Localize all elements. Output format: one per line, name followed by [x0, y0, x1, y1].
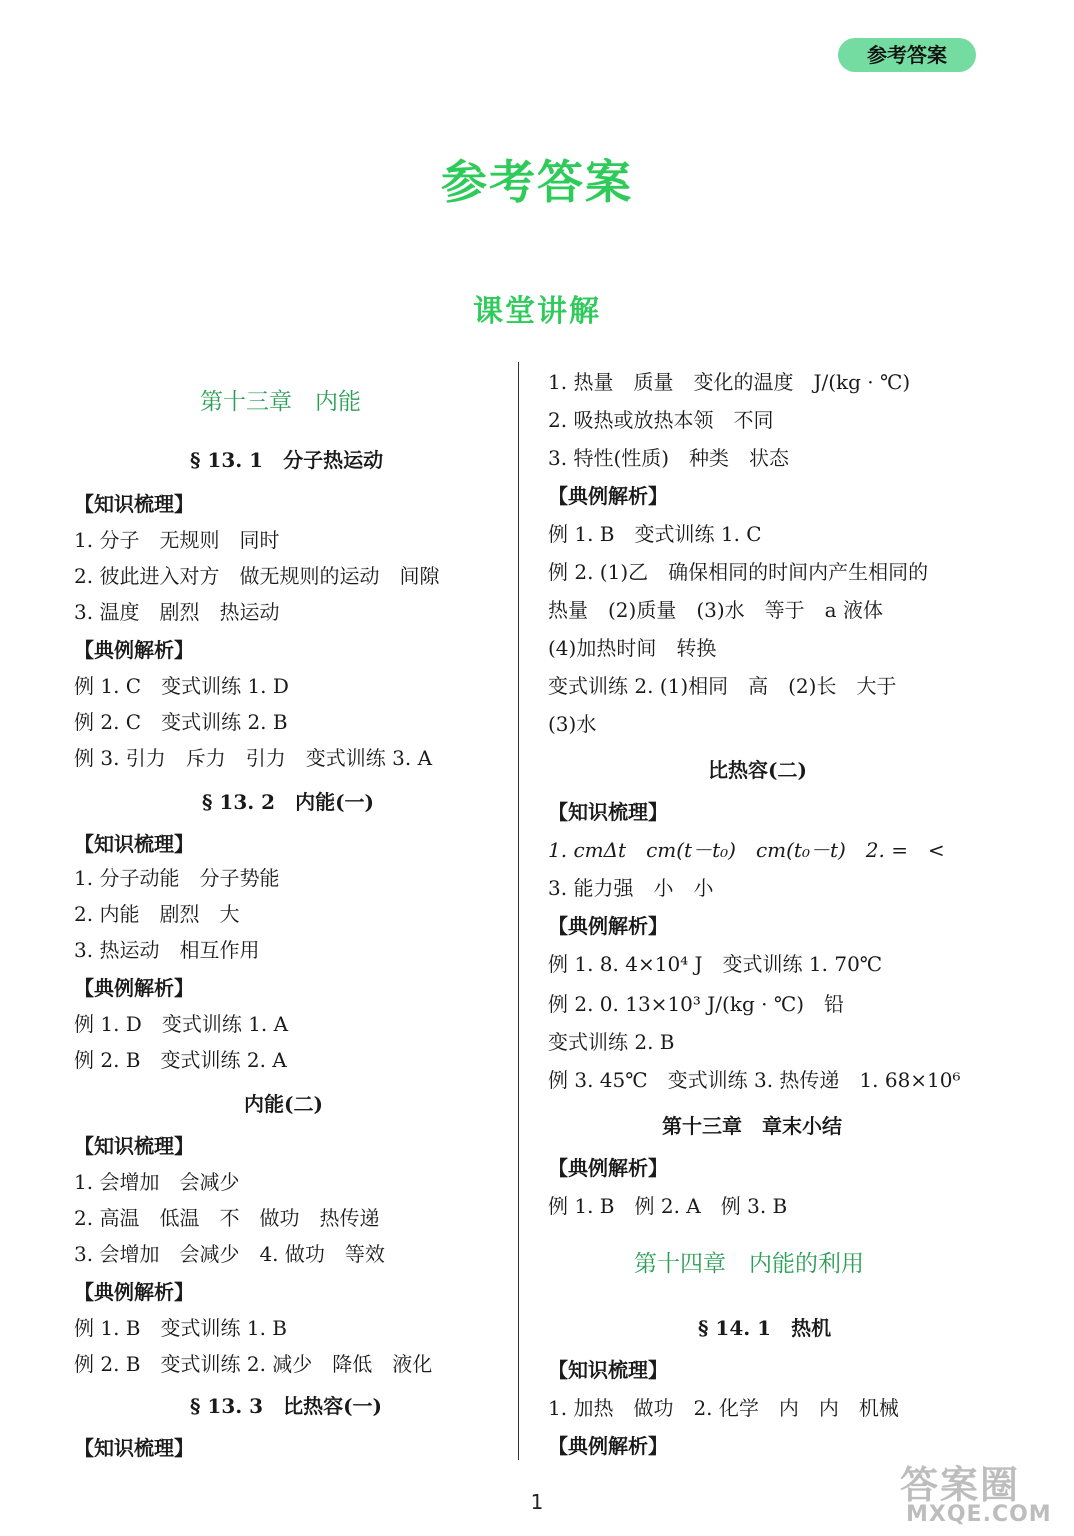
answer-line: 3. 能力强 小 小 — [548, 876, 714, 900]
answer-line: 例 3. 引力 斥力 引力 变式训练 3. A — [74, 746, 433, 770]
page-title: 参考答案 — [441, 155, 633, 209]
answer-line: 例 3. 45℃ 变式训练 3. 热传递 1. 68×10⁶ — [548, 1068, 961, 1092]
block-heading: 【知识梳理】 — [74, 1134, 194, 1158]
answer-line: 例 2. B 变式训练 2. 减少 降低 液化 — [74, 1352, 433, 1376]
page-number: 1 — [530, 1490, 544, 1514]
answer-line: 热量 (2)质量 (3)水 等于 a 液体 — [548, 598, 883, 622]
watermark-site: MXQE.COM — [906, 1502, 1052, 1527]
block-heading: 【知识梳理】 — [548, 1358, 668, 1382]
answer-line: 2. 内能 剧烈 大 — [74, 902, 240, 926]
block-heading: 【典例解析】 — [548, 1156, 668, 1180]
section-title: 比热容(二) — [708, 758, 807, 782]
block-heading: 【典例解析】 — [548, 484, 668, 508]
answer-line: 例 1. B 变式训练 1. B — [74, 1316, 287, 1340]
section-title: 内能(二) — [244, 1092, 323, 1116]
answer-line: 例 1. 8. 4×10⁴ J 变式训练 1. 70℃ — [548, 952, 883, 976]
section-title: 第十三章 章末小结 — [662, 1114, 842, 1138]
page-subtitle: 课堂讲解 — [473, 294, 601, 329]
answer-line: 变式训练 2. B — [548, 1030, 675, 1054]
block-heading: 【知识梳理】 — [548, 800, 668, 824]
answer-line: 1. 分子动能 分子势能 — [74, 866, 280, 890]
block-heading: 【典例解析】 — [548, 914, 668, 938]
block-heading: 【典例解析】 — [74, 1280, 194, 1304]
watermark-logo-text: 答案圈 — [900, 1463, 1021, 1507]
block-heading: 【知识梳理】 — [74, 1436, 194, 1460]
block-heading: 【知识梳理】 — [74, 492, 194, 516]
answer-line: 例 1. D 变式训练 1. A — [74, 1012, 289, 1036]
answer-line: 2. 高温 低温 不 做功 热传递 — [74, 1206, 380, 1230]
answer-line: 例 2. B 变式训练 2. A — [74, 1048, 287, 1072]
answer-line: 1. 会增加 会减少 — [74, 1170, 240, 1194]
block-heading: 【典例解析】 — [548, 1434, 668, 1458]
answer-line: 3. 会增加 会减少 4. 做功 等效 — [74, 1242, 385, 1266]
answer-line: 例 2. 0. 13×10³ J/(kg · ℃) 铅 — [548, 992, 844, 1016]
chapter-title: 第十四章 内能的利用 — [634, 1251, 864, 1277]
block-heading: 【典例解析】 — [74, 976, 194, 1000]
section-title: § 13. 2 内能(一) — [202, 790, 375, 814]
column-divider — [518, 362, 519, 1460]
answer-line: 3. 热运动 相互作用 — [74, 938, 260, 962]
answer-line: 变式训练 2. (1)相同 高 (2)长 大于 — [548, 674, 897, 698]
chapter-title: 第十三章 内能 — [200, 389, 361, 415]
answer-line: 1. cmΔt cm(t－t₀) cm(t₀－t) 2. = < — [548, 838, 945, 862]
block-heading: 【典例解析】 — [74, 638, 194, 662]
answer-line: 2. 彼此进入对方 做无规则的运动 间隙 — [74, 564, 440, 588]
answer-line: 2. 吸热或放热本领 不同 — [548, 408, 774, 432]
answer-line: 1. 分子 无规则 同时 — [74, 528, 280, 552]
answer-line: 例 1. B 变式训练 1. C — [548, 522, 762, 546]
answer-line: 例 1. B 例 2. A 例 3. B — [548, 1194, 788, 1218]
answer-line: 例 2. (1)乙 确保相同的时间内产生相同的 — [548, 560, 929, 584]
block-heading: 【知识梳理】 — [74, 832, 194, 856]
header-badge: 参考答案 — [838, 38, 976, 72]
section-title: § 14. 1 热机 — [698, 1316, 832, 1340]
section-title: § 13. 1 分子热运动 — [190, 448, 384, 472]
answer-line: 3. 温度 剧烈 热运动 — [74, 600, 280, 624]
answer-line: 例 2. C 变式训练 2. B — [74, 710, 288, 734]
answer-line: 3. 特性(性质) 种类 状态 — [548, 446, 790, 470]
answer-line: (4)加热时间 转换 — [548, 636, 717, 660]
answer-line: 例 1. C 变式训练 1. D — [74, 674, 289, 698]
section-title: § 13. 3 比热容(一) — [190, 1394, 383, 1418]
answer-line: 1. 加热 做功 2. 化学 内 内 机械 — [548, 1396, 899, 1420]
answer-line: (3)水 — [548, 712, 597, 736]
answer-line: 1. 热量 质量 变化的温度 J/(kg · ℃) — [548, 370, 911, 394]
watermark-logo — [896, 1454, 1066, 1530]
